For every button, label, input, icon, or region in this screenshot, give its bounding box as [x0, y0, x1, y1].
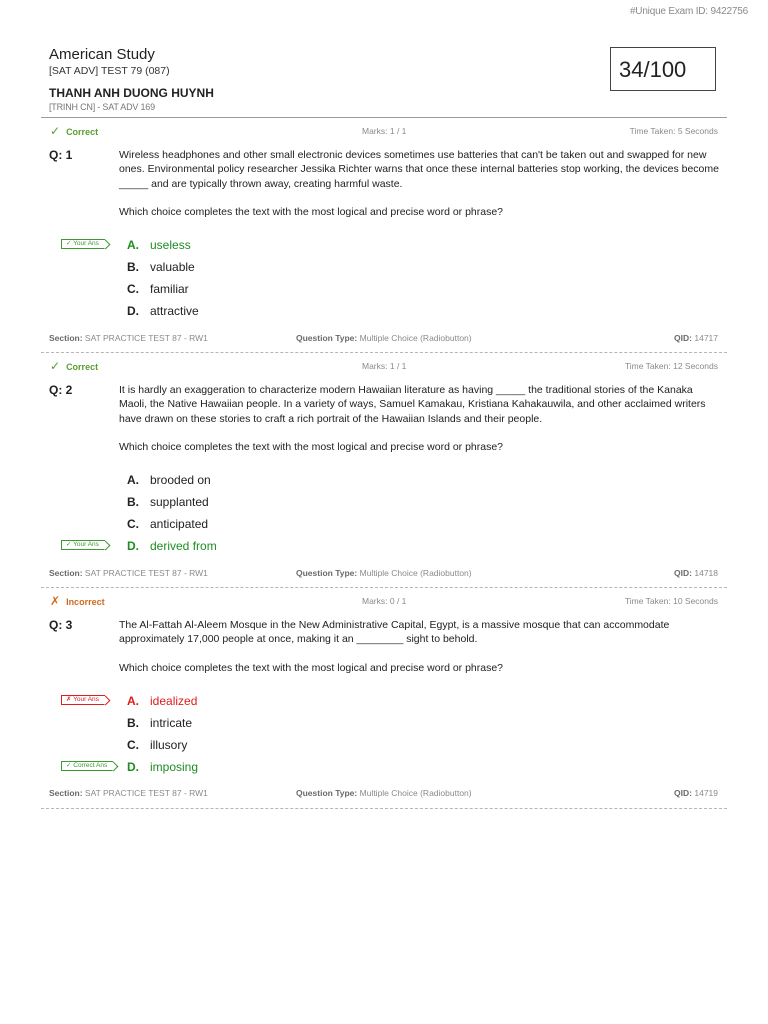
question-marks: Marks: 1 / 1 [362, 361, 407, 371]
status-label: Correct [66, 362, 99, 372]
section-info: Section: SAT PRACTICE TEST 87 - RW1 [49, 333, 208, 343]
unique-exam-id: #Unique Exam ID: 9422756 [629, 6, 748, 17]
question-type-info: Question Type: Multiple Choice (Radiobutton) [296, 788, 472, 798]
score-box: 34/100 [610, 47, 716, 91]
question-status [50, 359, 98, 373]
time-taken: Time Taken: 10 Seconds [624, 596, 718, 606]
student-name: THANH ANH DUONG HUYNH [49, 86, 214, 100]
option-d [127, 304, 199, 319]
option-letter: C. [127, 738, 139, 752]
question-marks: Marks: 1 / 1 [362, 126, 407, 136]
option-c [127, 517, 208, 532]
question-number: Q: 3 [49, 618, 73, 632]
option-letter: A. [127, 238, 139, 252]
option-c [127, 738, 187, 753]
status-label: Incorrect [66, 597, 105, 607]
question-type-info: Question Type: Multiple Choice (Radiobutton) [296, 333, 472, 343]
option-text: imposing [150, 760, 199, 774]
your-answer-tag: ✓ Your Ans [61, 239, 105, 249]
time-taken: Time Taken: 12 Seconds [624, 361, 718, 371]
time-taken: Time Taken: 5 Seconds [629, 126, 718, 136]
test-name: [SAT ADV] TEST 79 (087) [49, 65, 170, 77]
question-divider [41, 587, 727, 588]
question-number: Q: 1 [49, 148, 73, 162]
option-c [127, 282, 189, 297]
question-divider [41, 352, 727, 353]
section-info: Section: SAT PRACTICE TEST 87 - RW1 [49, 788, 208, 798]
option-text: derived from [150, 539, 217, 553]
option-letter: D. [127, 304, 139, 318]
check-icon: ✓ [50, 124, 61, 138]
exam-header [49, 46, 214, 112]
option-letter: A. [127, 473, 139, 487]
question-type-info: Question Type: Multiple Choice (Radiobutton) [296, 568, 472, 578]
option-text: attractive [150, 304, 199, 318]
question-text: The Al-Fattah Al-Aleem Mosque in the New Administrative Capital, Egypt, is a massive mosque that can accommodate approximately 17,000 people at once, making it an ________ sight to behold. [119, 619, 670, 646]
option-text: idealized [150, 694, 198, 708]
option-a [127, 473, 211, 488]
option-b [127, 260, 195, 275]
question-footer [49, 333, 718, 343]
correct-answer-tag: ✓ Correct Ans [61, 761, 113, 771]
option-d [127, 539, 217, 554]
qid-info: QID: 14719 [674, 788, 718, 798]
question-status [50, 124, 98, 138]
cross-icon: ✗ [50, 594, 61, 608]
question-divider [41, 808, 727, 809]
option-a [127, 238, 191, 253]
option-text: illusory [150, 738, 188, 752]
option-text: intricate [150, 716, 193, 730]
question-marks: Marks: 0 / 1 [362, 596, 407, 606]
qid-info: QID: 14717 [674, 333, 718, 343]
option-letter: C. [127, 517, 139, 531]
option-b [127, 716, 192, 731]
question-prompt: Which choice completes the text with the most logical and precise word or phrase? [119, 441, 504, 453]
question-text: Wireless headphones and other small electronic devices sometimes use batteries that can't be taken out and swapped for new ones. Environmental policy researcher Jessika Richter warns that once these internal batteries stop working, the devices become _____ and are typically thrown away, creating harmful waste. [119, 149, 719, 190]
option-text: brooded on [150, 473, 211, 487]
course-title: American Study [49, 46, 155, 63]
option-letter: D. [127, 760, 139, 774]
status-label: Correct [66, 127, 99, 137]
question-prompt: Which choice completes the text with the most logical and precise word or phrase? [119, 206, 504, 218]
class-name: [TRINH CN] - SAT ADV 169 [49, 102, 155, 112]
option-a [127, 694, 197, 709]
option-text: useless [150, 238, 191, 252]
question-prompt: Which choice completes the text with the most logical and precise word or phrase? [119, 662, 504, 674]
option-letter: D. [127, 539, 139, 553]
option-letter: A. [127, 694, 139, 708]
check-icon: ✓ [50, 359, 61, 373]
option-letter: C. [127, 282, 139, 296]
option-b [127, 495, 209, 510]
question-footer [49, 788, 718, 798]
header-divider [41, 117, 727, 118]
option-text: familiar [150, 282, 189, 296]
question-number: Q: 2 [49, 383, 73, 397]
option-letter: B. [127, 260, 139, 274]
option-letter: B. [127, 495, 139, 509]
option-text: valuable [150, 260, 195, 274]
question-status [50, 594, 105, 608]
your-answer-tag: ✓ Your Ans [61, 540, 105, 550]
option-text: anticipated [150, 517, 209, 531]
question-footer [49, 568, 718, 578]
your-answer-tag: ✗ Your Ans [61, 695, 105, 705]
section-info: Section: SAT PRACTICE TEST 87 - RW1 [49, 568, 208, 578]
option-d [127, 760, 198, 775]
option-letter: B. [127, 716, 139, 730]
question-text: It is hardly an exaggeration to characterize modern Hawaiian literature as having _____ the traditional stories of the Kanaka Maoli, the Native Hawaiian people. In a variety of ways, Samuel Kamakau, Kristiana Kahakauwila, and other acclaimed writers have drawn on these stories to craft a rich portrait of the Hawaiian Islands and their people. [119, 384, 706, 425]
qid-info: QID: 14718 [674, 568, 718, 578]
option-text: supplanted [150, 495, 209, 509]
